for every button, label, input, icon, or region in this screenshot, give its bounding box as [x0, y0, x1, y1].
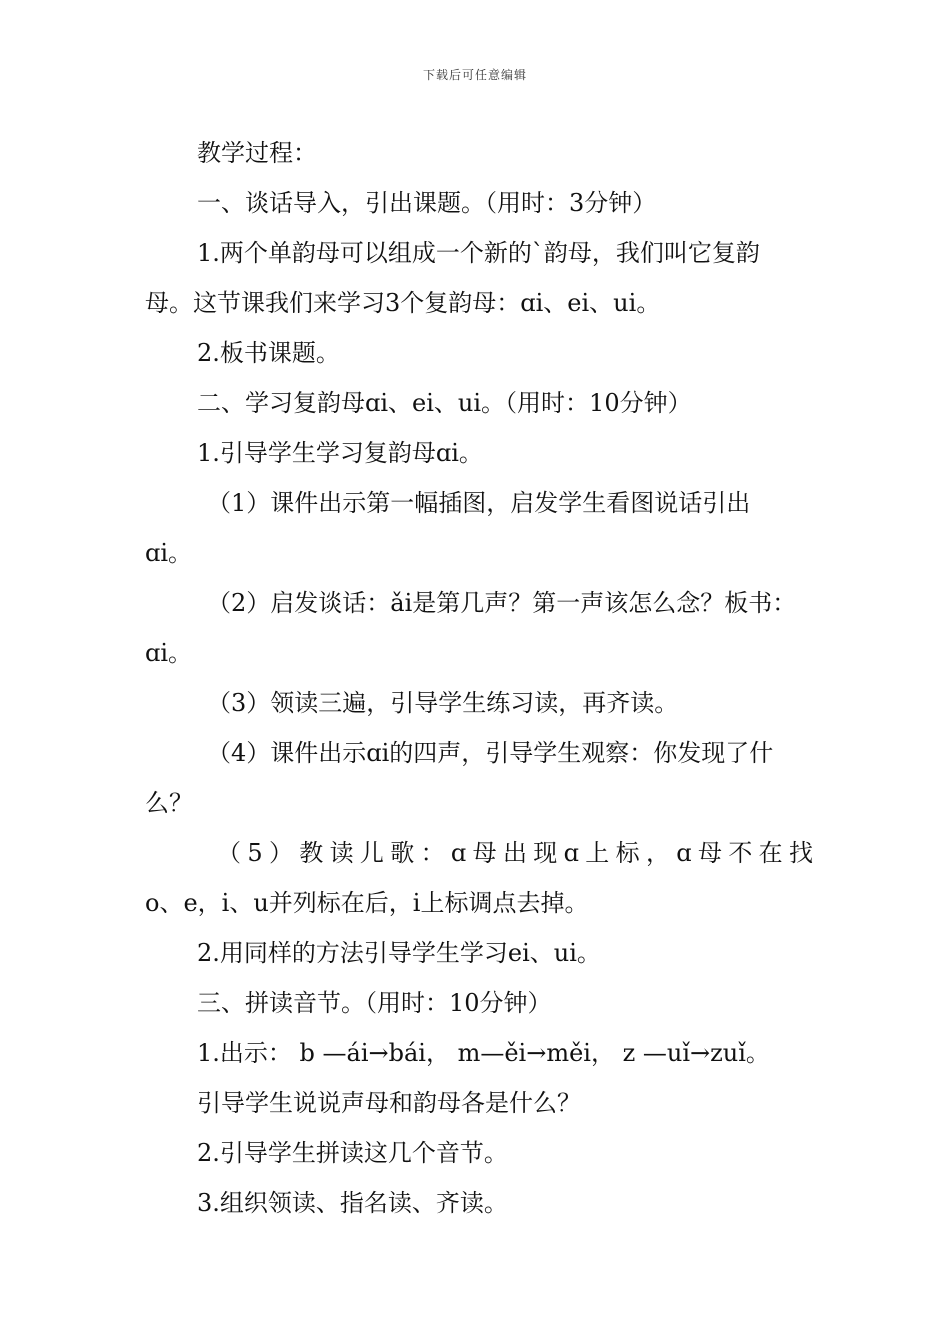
- section-title: 三、拼读音节。（用时：10分钟）: [197, 989, 552, 1017]
- paragraph-line: ɑi。: [145, 639, 193, 667]
- paragraph-line: （2）启发谈话：ǎi是第几声？第一声该怎么念？板书：: [207, 589, 797, 617]
- paragraph-line: 母。这节课我们来学习3个复韵母：ɑi、ei、ui。: [145, 289, 661, 317]
- section-title: 二、学习复韵母ɑi、ei、ui。（用时：10分钟）: [197, 389, 692, 417]
- document-body: [145, 128, 813, 1228]
- paragraph-line: 引导学生说说声母和韵母各是什么？: [197, 1089, 581, 1117]
- paragraph-line: （4）课件出示ɑi的四声，引导学生观察：你发现了什: [207, 739, 774, 767]
- justified-line: （ 5 ） 教 读 儿 歌 ： ɑ 母 出 现 ɑ 上 标 ， ɑ 母 不 在 找: [217, 839, 813, 867]
- paragraph-line: 2.引导学生拼读这几个音节。: [197, 1139, 508, 1167]
- page-header: 下载后可任意编辑: [422, 68, 527, 82]
- paragraph-line: ɑi。: [145, 539, 193, 567]
- paragraph-line: 2.用同样的方法引导学生学习ei、ui。: [197, 939, 601, 967]
- paragraph-line: 么？: [145, 789, 193, 817]
- section-title: 一、谈话导入，引出课题。（用时：3分钟）: [197, 189, 657, 217]
- paragraph-line: 1.两个单韵母可以组成一个新的`韵母，我们叫它复韵: [197, 239, 760, 267]
- paragraph-line: o、e，i、u并列标在后，i上标调点去掉。: [145, 889, 589, 917]
- paragraph-line: 2.板书课题。: [197, 339, 340, 367]
- paragraph-line: 1.引导学生学习复韵母ɑi。: [197, 439, 483, 467]
- paragraph-line: 3.组织领读、指名读、齐读。: [197, 1189, 508, 1217]
- paragraph-line: （1）课件出示第一幅插图，启发学生看图说话引出: [207, 489, 751, 517]
- section-heading: 教学过程：: [197, 139, 317, 167]
- paragraph-line: （3）领读三遍，引导学生练习读，再齐读。: [207, 689, 679, 717]
- paragraph-line: 1.出示： b —ái→bái， m—ěi→měi， z —uǐ→zuǐ。: [197, 1039, 770, 1067]
